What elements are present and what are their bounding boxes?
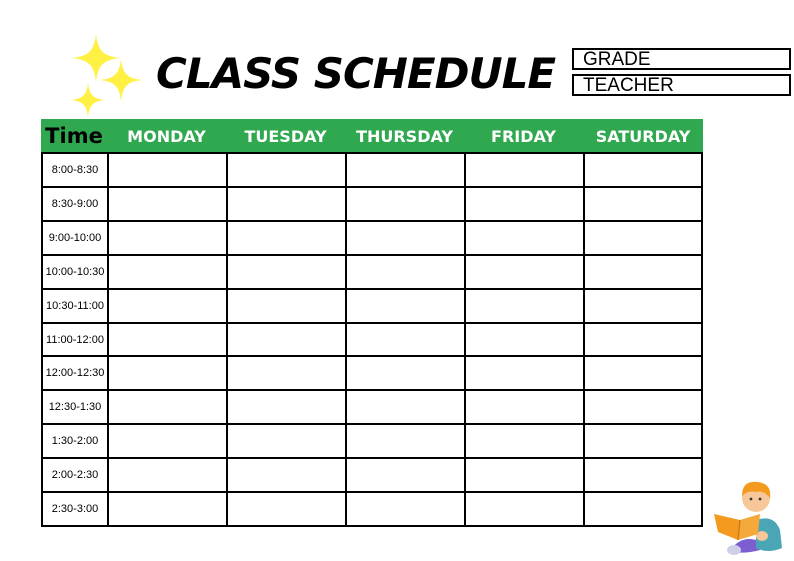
schedule-grid	[41, 152, 703, 527]
time-slot-label: 10:00-10:30	[45, 266, 105, 278]
kid-reading-book-illustration	[712, 474, 794, 558]
time-slot-label: 2:00-2:30	[51, 469, 99, 481]
day-header-thursday: THURSDAY	[356, 127, 453, 146]
schedule-cell[interactable]	[585, 222, 701, 254]
schedule-cell[interactable]	[228, 222, 345, 254]
schedule-cell[interactable]	[585, 459, 701, 491]
grid-vertical-line	[701, 152, 703, 527]
schedule-cell[interactable]	[109, 188, 226, 220]
schedule-cell[interactable]	[585, 493, 701, 525]
day-header-saturday: SATURDAY	[595, 127, 691, 146]
teacher-field[interactable]: TEACHER	[572, 74, 791, 96]
schedule-cell[interactable]	[109, 459, 226, 491]
schedule-cell[interactable]	[466, 256, 583, 288]
schedule-cell[interactable]	[347, 357, 464, 389]
time-slot-label: 8:30-9:00	[51, 198, 99, 210]
time-slot-label: 11:00-12:00	[46, 334, 104, 346]
time-slot-label: 1:30-2:00	[51, 435, 99, 447]
schedule-cell[interactable]	[228, 290, 345, 322]
schedule-cell[interactable]	[228, 188, 345, 220]
schedule-cell[interactable]	[347, 391, 464, 423]
schedule-cell[interactable]	[347, 459, 464, 491]
schedule-cell[interactable]	[466, 425, 583, 457]
grid-horizontal-line	[41, 525, 703, 527]
schedule-cell[interactable]	[228, 425, 345, 457]
schedule-cell[interactable]	[228, 357, 345, 389]
schedule-cell[interactable]	[109, 222, 226, 254]
schedule-cell[interactable]	[228, 493, 345, 525]
schedule-cell[interactable]	[347, 425, 464, 457]
time-slot-label: 8:00-8:30	[51, 164, 99, 176]
schedule-cell[interactable]	[585, 256, 701, 288]
schedule-cell[interactable]	[466, 459, 583, 491]
schedule-cell[interactable]	[228, 154, 345, 186]
time-slot-label: 9:00-10:00	[48, 232, 102, 244]
schedule-cell[interactable]	[585, 324, 701, 356]
schedule-cell[interactable]	[585, 391, 701, 423]
time-slot-label: 2:30-3:00	[51, 503, 99, 515]
schedule-cell[interactable]	[466, 290, 583, 322]
day-header-tuesday: TUESDAY	[244, 127, 327, 146]
schedule-cell[interactable]	[347, 256, 464, 288]
day-header-friday: FRIDAY	[491, 127, 556, 146]
schedule-cell[interactable]	[347, 222, 464, 254]
schedule-cell[interactable]	[109, 154, 226, 186]
day-header-monday: MONDAY	[127, 127, 206, 146]
schedule-cell[interactable]	[109, 425, 226, 457]
schedule-cell[interactable]	[585, 290, 701, 322]
schedule-cell[interactable]	[109, 290, 226, 322]
schedule-cell[interactable]	[109, 391, 226, 423]
schedule-cell[interactable]	[585, 425, 701, 457]
schedule-cell[interactable]	[585, 188, 701, 220]
schedule-cell[interactable]	[228, 256, 345, 288]
schedule-header-row	[41, 119, 703, 152]
schedule-cell[interactable]	[347, 154, 464, 186]
schedule-cell[interactable]	[466, 154, 583, 186]
time-slot-label: 12:30-1:30	[48, 401, 102, 413]
grade-field[interactable]: GRADE	[572, 48, 791, 70]
schedule-cell[interactable]	[109, 256, 226, 288]
time-column-header: Time	[45, 124, 103, 148]
schedule-cell[interactable]	[228, 459, 345, 491]
schedule-cell[interactable]	[109, 324, 226, 356]
schedule-cell[interactable]	[466, 493, 583, 525]
schedule-cell[interactable]	[466, 222, 583, 254]
schedule-cell[interactable]	[585, 357, 701, 389]
page-title: CLASS SCHEDULE	[156, 49, 556, 98]
schedule-cell[interactable]	[228, 391, 345, 423]
schedule-cell[interactable]	[466, 391, 583, 423]
schedule-cell[interactable]	[228, 324, 345, 356]
schedule-cell[interactable]	[347, 493, 464, 525]
schedule-cell[interactable]	[466, 188, 583, 220]
schedule-cell[interactable]	[585, 154, 701, 186]
schedule-cell[interactable]	[347, 188, 464, 220]
schedule-cell[interactable]	[109, 493, 226, 525]
schedule-cell[interactable]	[347, 290, 464, 322]
schedule-cell[interactable]	[466, 357, 583, 389]
schedule-cell[interactable]	[109, 357, 226, 389]
sparkle-stars-icon	[64, 34, 144, 118]
time-slot-label: 10:30-11:00	[46, 300, 104, 312]
schedule-cell[interactable]	[347, 324, 464, 356]
time-slot-label: 12:00-12:30	[45, 367, 105, 379]
schedule-cell[interactable]	[466, 324, 583, 356]
